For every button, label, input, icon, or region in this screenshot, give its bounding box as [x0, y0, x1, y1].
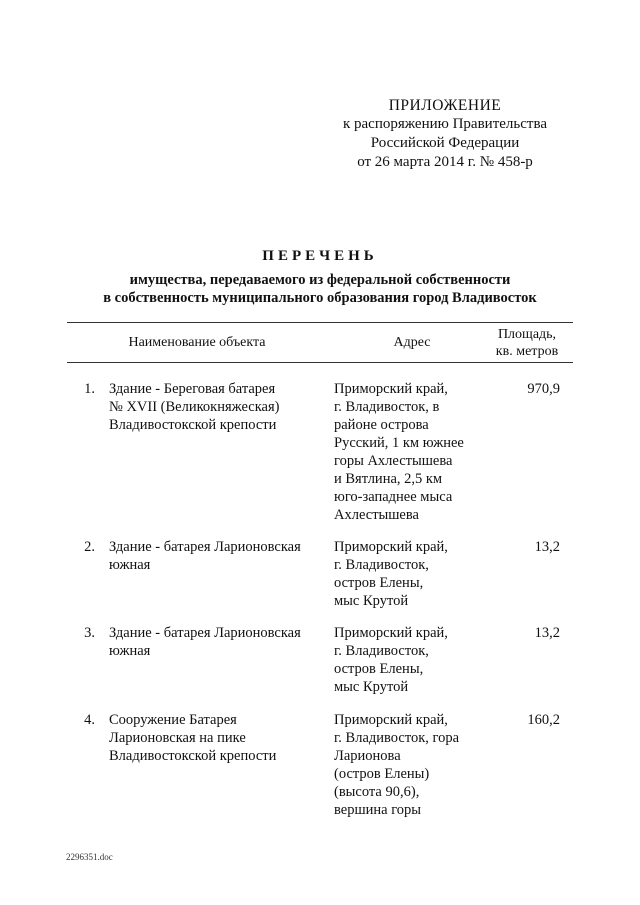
column-header-address: Адрес	[393, 335, 431, 350]
object-name-line: южная	[109, 643, 151, 659]
object-address	[334, 538, 509, 610]
object-name-line: южная	[109, 557, 151, 573]
file-name-footer: 2296351.doc	[66, 852, 113, 862]
appendix-line-1: к распоряжению Правительства	[342, 116, 547, 132]
document-subtitle	[0, 271, 640, 307]
row-number: 1.	[84, 381, 95, 397]
subtitle-line-1: имущества, передаваемого из федеральной собственности	[129, 272, 511, 288]
object-address-line: Приморский край,	[334, 381, 448, 397]
object-address-line: (высота 90,6),	[334, 784, 420, 800]
row-number: 4.	[84, 712, 95, 728]
object-address-line: вершина горы	[334, 802, 422, 818]
object-name-line: Здание - Береговая батарея	[109, 381, 276, 397]
object-area: 13,2	[534, 539, 560, 555]
object-address-line: г. Владивосток, в	[334, 399, 440, 415]
row-number: 2.	[84, 539, 95, 555]
object-area: 160,2	[527, 712, 560, 728]
object-name-line: Владивостокской крепости	[109, 417, 277, 433]
object-name	[109, 538, 324, 574]
object-address-line: (остров Елены)	[334, 766, 430, 782]
document-title: ПЕРЕЧЕНЬ	[262, 248, 378, 264]
object-name-line: № XVII (Великокняжеская)	[109, 399, 280, 415]
object-address	[334, 711, 509, 819]
object-name-line: Ларионовская на пике	[109, 730, 246, 746]
object-address-line: горы Ахлестышева	[334, 453, 453, 469]
object-address-line: Ларионова	[334, 748, 401, 764]
object-address-line: г. Владивосток,	[334, 557, 429, 573]
object-address-line: районе острова	[334, 417, 429, 433]
object-name	[109, 380, 324, 434]
column-header-area	[488, 323, 566, 362]
object-address-line: мыс Крутой	[334, 679, 409, 695]
object-address-line: мыс Крутой	[334, 593, 409, 609]
column-header-name: Наименование объекта	[128, 335, 266, 350]
object-address	[334, 380, 509, 524]
object-address-line: юго-западнее мыса	[334, 489, 453, 505]
object-address-line: Приморский край,	[334, 539, 448, 555]
appendix-heading: ПРИЛОЖЕНИЕ	[388, 97, 502, 114]
object-address-line: остров Елены,	[334, 661, 424, 677]
object-address-line: г. Владивосток,	[334, 643, 429, 659]
object-address-line: и Вятлина, 2,5 км	[334, 471, 443, 487]
object-area: 13,2	[534, 625, 560, 641]
object-address-line: Ахлестышева	[334, 507, 419, 523]
object-name-line: Здание - батарея Ларионовская	[109, 539, 301, 555]
row-number: 3.	[84, 625, 95, 641]
object-name-line: Сооружение Батарея	[109, 712, 237, 728]
object-name	[109, 711, 324, 765]
object-address-line: г. Владивосток, гора	[334, 730, 460, 746]
object-address-line: Приморский край,	[334, 625, 448, 641]
subtitle-line-2: в собственность муниципального образования город Владивосток	[103, 290, 537, 306]
object-address	[334, 624, 509, 696]
object-address-line: остров Елены,	[334, 575, 424, 591]
column-header-area-line-2: кв. метров	[495, 343, 559, 359]
object-name-line: Здание - батарея Ларионовская	[109, 625, 301, 641]
table-header-bottom-rule	[67, 362, 573, 363]
object-name-line: Владивостокской крепости	[109, 748, 277, 764]
appendix-block	[330, 96, 560, 172]
object-area: 970,9	[527, 381, 560, 397]
appendix-line-2: Российской Федерации	[370, 135, 520, 151]
appendix-line-3: от 26 марта 2014 г. № 458-р	[357, 154, 533, 170]
column-header-area-line-1: Площадь,	[497, 326, 557, 342]
object-address-line: Русский, 1 км южнее	[334, 435, 464, 451]
object-address-line: Приморский край,	[334, 712, 448, 728]
object-name	[109, 624, 324, 660]
